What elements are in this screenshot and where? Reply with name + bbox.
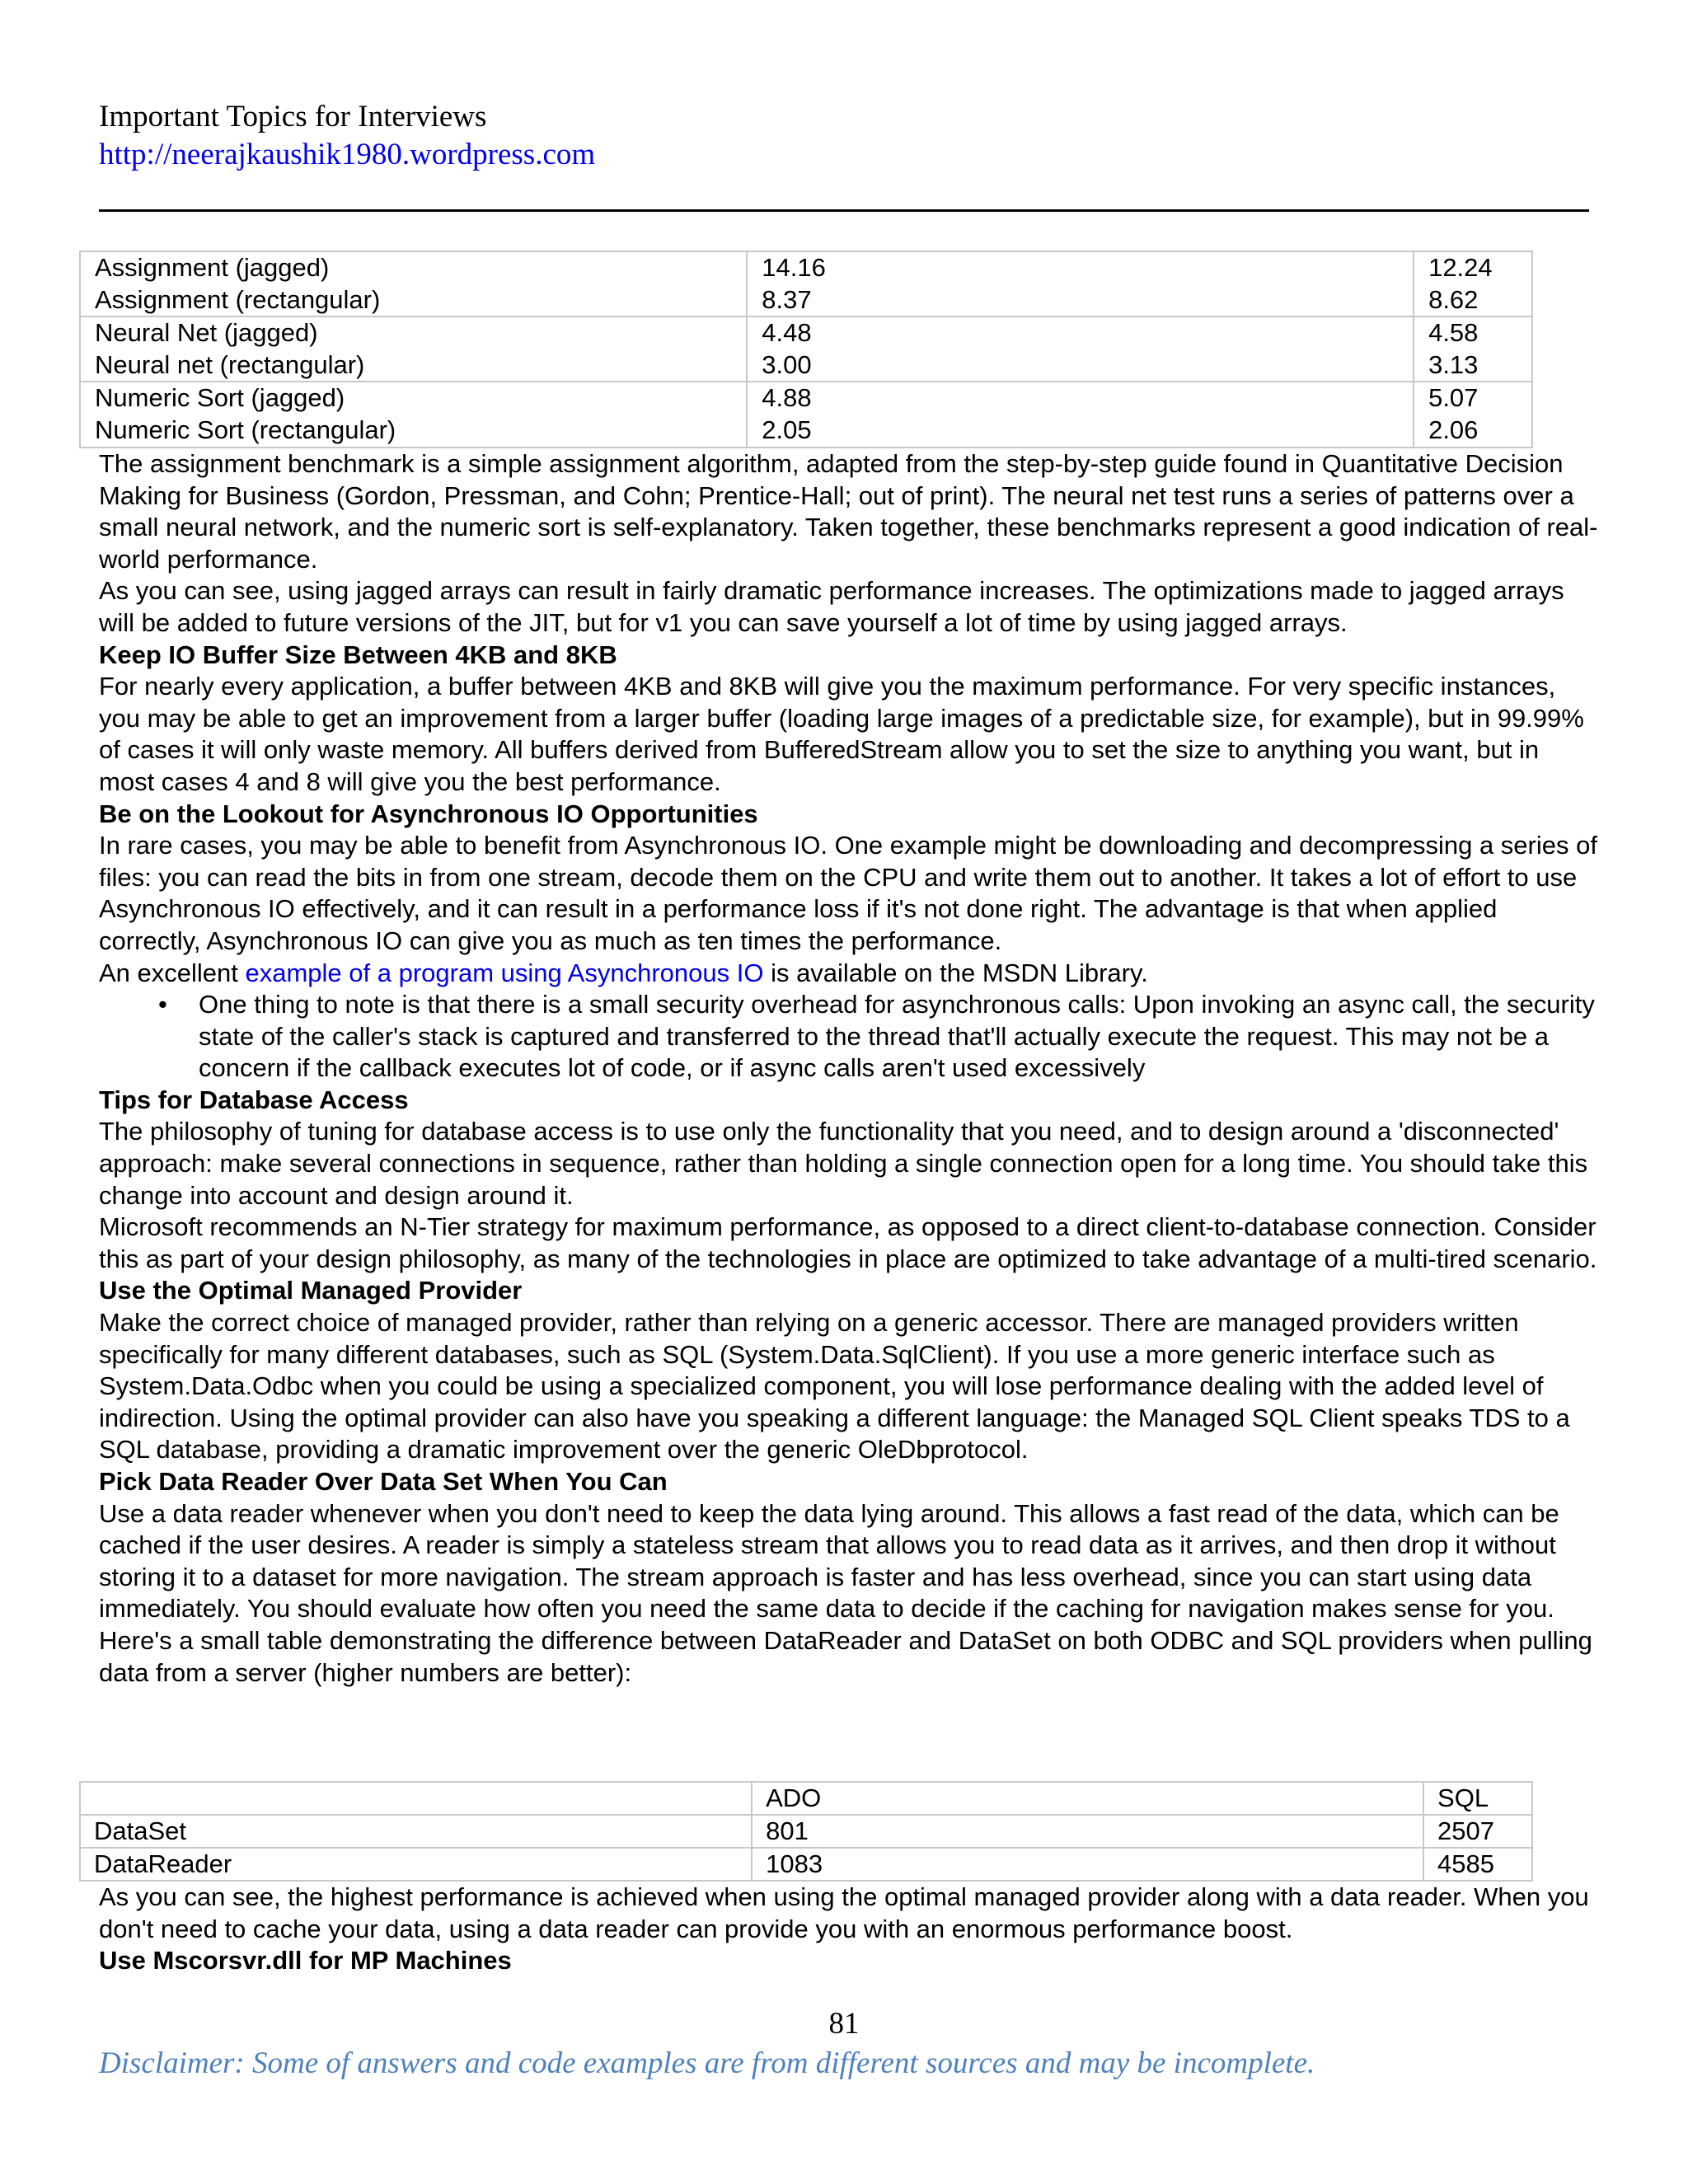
benchmark-name-cell [80, 251, 747, 316]
paragraph-io-buffer: For nearly every application, a buffer between 4KB and 8KB will give you the maximum performance. For very specific instances, you may be able to get an improvement from a larger buffer (loading large images of a predictable size, for example), but in 99.99% of cases it will only waste memory. All buffers derived from BufferedStream allow you to set the size to anything you want, but in most cases 4 and 8 will give you the best performance. [99, 672, 1584, 796]
benchmark-name-cell [80, 316, 747, 382]
benchmark-name: Neural Net (jagged) [95, 318, 318, 348]
table-header-row [80, 1782, 1532, 1815]
benchmark-value: 14.16 [762, 253, 826, 282]
bullet-list [99, 989, 1599, 1085]
paragraph-n-tier: Microsoft recommends an N-Tier strategy for maximum performance, as opposed to a direct client-to-database connection. Consider this as part of your design philosophy, as many of the technologies in place are optimized to take advantage of a multi-tired scenario. [99, 1212, 1597, 1273]
paragraph-jagged-arrays: As you can see, using jagged arrays can result in fairly dramatic performance increases. The optimizations made to jagged arrays will be added to future versions of the JIT, but for v1 you can save yourself a lot of time by using jagged arrays. [99, 576, 1564, 637]
row-label: DataSet [80, 1815, 752, 1848]
bullet-text: One thing to note is that there is a small security overhead for asynchronous calls: Upon invoking an async call, the security state of the caller's stack is captured and transferred to the thread that'll actually execute the request. This may not be a concern if the callback executes lot of code, or if async calls aren't used excessively [199, 990, 1595, 1083]
cell-value: 1083 [752, 1848, 1423, 1881]
benchmark-name: Assignment (jagged) [95, 253, 330, 282]
benchmark-value: 2.05 [762, 415, 812, 444]
heading-async-io: Be on the Lookout for Asynchronous IO Opportunities [99, 799, 758, 828]
comparison-table [79, 1781, 1533, 1882]
paragraph-summary: As you can see, the highest performance is achieved when using the optimal managed provider along with a data reader. When you don't need to cache your data, using a data reader can provide you with an enormous performance boost. [99, 1882, 1589, 1943]
benchmark-value: 2.06 [1428, 415, 1479, 444]
benchmark-name: Numeric Sort (rectangular) [95, 415, 396, 444]
paragraph-async-example [99, 958, 1599, 990]
benchmark-value: 4.48 [762, 318, 812, 348]
cell-value: 2507 [1423, 1815, 1532, 1848]
cell-value: 4585 [1423, 1848, 1532, 1881]
benchmark-value: 4.58 [1428, 318, 1479, 348]
page-number: 81 [828, 2007, 860, 2041]
heading-mscorsvr: Use Mscorsvr.dll for MP Machines [99, 1946, 512, 1975]
header-cell-sql: SQL [1423, 1782, 1532, 1815]
benchmark-name-cell [80, 382, 747, 447]
benchmark-value: 3.00 [762, 349, 812, 379]
benchmark-value: 5.07 [1428, 383, 1479, 413]
heading-io-buffer: Keep IO Buffer Size Between 4KB and 8KB [99, 640, 617, 669]
paragraph-benchmark-description: The assignment benchmark is a simple assignment algorithm, adapted from the step-by-step guide found in Quantitative Decision Making for Business (Gordon, Pressman, and Cohn; Prentice-Hall; out of print). The neural net test runs a series of patterns over a small neural network, and the numeric sort is self-explanatory. Taken together, these benchmarks represent a good indication of real-world performance. [99, 449, 1598, 574]
benchmark-value: 4.88 [762, 383, 812, 413]
header-cell-empty [80, 1782, 752, 1815]
header-divider [99, 209, 1589, 212]
footer-disclaimer: Disclaimer: Some of answers and code examples are from different sources and may be incomplete. [99, 2046, 1315, 2080]
header-cell-ado: ADO [752, 1782, 1423, 1815]
benchmark-name: Assignment (rectangular) [95, 284, 381, 314]
paragraph-async-io: In rare cases, you may be able to benefit from Asynchronous IO. One example might be downloading and decompressing a series of files: you can read the bits in from one stream, decode them on the CPU and write them out to another. It takes a lot of effort to use Asynchronous IO effectively, and it can result in a performance loss if it's not done right. The advantage is that when applied correctly, Asynchronous IO can give you as much as ten times the performance. [99, 831, 1597, 955]
benchmark-value: 8.62 [1428, 284, 1479, 314]
table-row [80, 251, 1532, 316]
row-label: DataReader [80, 1848, 752, 1881]
table-row [80, 1815, 1532, 1848]
header-title: Important Topics for Interviews [99, 100, 487, 134]
benchmark-value-cell [747, 382, 1414, 447]
async-example-link[interactable]: example of a program using Asynchronous IO [245, 958, 764, 987]
benchmark-value: 8.37 [762, 284, 812, 314]
benchmark-value: 3.13 [1428, 349, 1479, 379]
cell-value: 801 [752, 1815, 1423, 1848]
article-continuation [99, 1882, 1599, 1977]
example-suffix: is available on the MSDN Library. [763, 958, 1148, 987]
benchmark-table [79, 251, 1533, 448]
table-row [80, 316, 1532, 382]
benchmark-name: Neural net (rectangular) [95, 349, 365, 379]
benchmark-value-cell [1414, 316, 1532, 382]
heading-database-access: Tips for Database Access [99, 1085, 409, 1114]
benchmark-value-cell [1414, 382, 1532, 447]
benchmark-value: 12.24 [1428, 253, 1493, 282]
paragraph-database-philosophy: The philosophy of tuning for database access is to use only the functionality that you need, and to design around a 'disconnected' approach: make several connections in sequence, rather than holding a single connection open for a long time. You should take this change into account and design around it. [99, 1117, 1588, 1210]
benchmark-name: Numeric Sort (jagged) [95, 383, 345, 413]
table-row [80, 382, 1532, 447]
benchmark-value-cell [747, 316, 1414, 382]
paragraph-managed-provider: Make the correct choice of managed provider, rather than relying on a generic accessor. There are managed providers written specifically for many different databases, such as SQL (System.Data.SqlClient). If you use a more generic interface such as System.Data.Odbc when you could be using a specialized component, you will lose performance dealing with the added level of indirection. Using the optimal provider can also have you speaking a different language: the Managed SQL Client speaks TDS to a SQL database, providing a dramatic improvement over the generic OleDbprotocol. [99, 1308, 1570, 1465]
heading-managed-provider: Use the Optimal Managed Provider [99, 1276, 523, 1305]
heading-data-reader: Pick Data Reader Over Data Set When You Can [99, 1467, 668, 1496]
header-url-link[interactable]: http://neerajkaushik1980.wordpress.com [99, 138, 596, 171]
article-body [99, 448, 1599, 1689]
paragraph-data-reader: Use a data reader whenever when you don't need to keep the data lying around. This allows a fast read of the data, which can be cached if the user desires. A reader is simply a stateless stream that allows you to read data as it arrives, and then drop it without storing it to a dataset for more navigation. The stream approach is faster and has less overhead, since you can start using data immediately. You should evaluate how often you need the same data to decide if the caching for navigation makes sense for you. Here's a small table demonstrating the difference between DataReader and DataSet on both ODBC and SQL providers when pulling data from a server (higher numbers are better): [99, 1498, 1592, 1687]
benchmark-value-cell [747, 251, 1414, 316]
example-prefix: An excellent [99, 958, 246, 987]
list-item [99, 989, 1599, 1085]
table-row [80, 1848, 1532, 1881]
bullet-icon: • [158, 990, 167, 1019]
benchmark-value-cell [1414, 251, 1532, 316]
